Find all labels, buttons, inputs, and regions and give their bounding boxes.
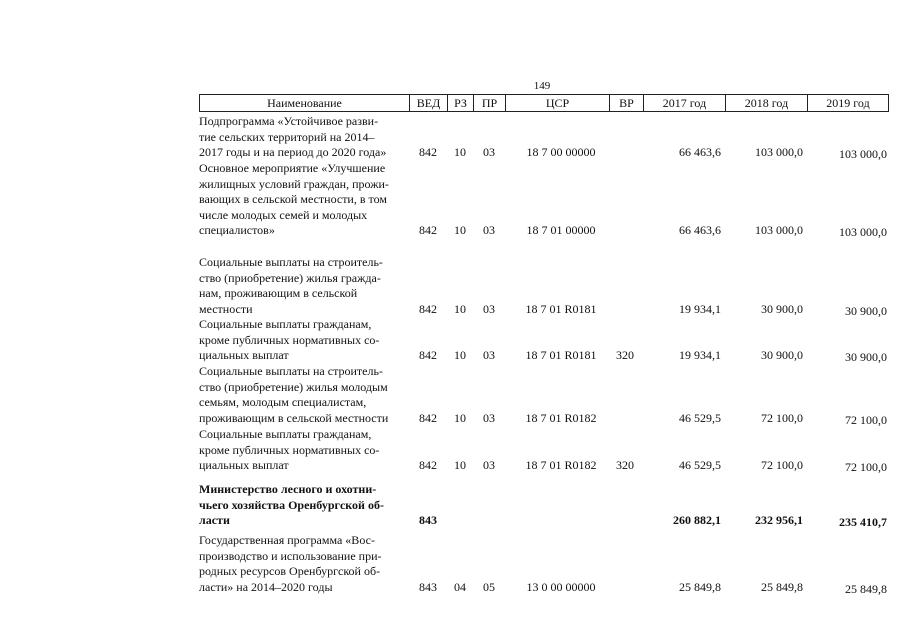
cell-pr: 03 (483, 458, 495, 473)
table-header (199, 94, 889, 112)
cell-csr: 18 7 01 R0181 (525, 301, 597, 316)
cell-2017: 19 934,1 (679, 301, 721, 316)
header-rz: РЗ (448, 95, 474, 111)
cell-2017: 66 463,6 (679, 223, 721, 238)
cell-ved: 842 (419, 223, 437, 238)
row-name: Подпрограмма «Устойчивое разви- тие сельских территорий на 2014– 2017 годы и на период до 2020 года» (199, 114, 387, 160)
cell-ved: 842 (419, 348, 437, 363)
header-csr: ЦСР (506, 95, 610, 111)
cell-vr: 320 (616, 458, 634, 473)
header-vr: ВР (610, 95, 644, 111)
cell-2017: 260 882,1 (673, 513, 721, 528)
header-ved: ВЕД (410, 95, 448, 111)
cell-2017: 66 463,6 (679, 145, 721, 160)
cell-pr: 03 (483, 410, 495, 425)
cell-rz: 10 (454, 145, 466, 160)
cell-2019: 72 100,0 (845, 412, 887, 427)
cell-2018: 103 000,0 (755, 223, 803, 238)
cell-ved: 842 (419, 410, 437, 425)
cell-2018: 72 100,0 (761, 410, 803, 425)
cell-csr: 18 7 01 R0182 (525, 410, 597, 425)
cell-2019: 30 900,0 (845, 303, 887, 318)
row-name: Социальные выплаты на строитель- ство (приобретение) жилья молодым семьям, молодым специалистам, проживающим в сельской местности (199, 364, 389, 425)
header-2018: 2018 год (726, 95, 808, 111)
cell-pr: 03 (483, 301, 495, 316)
cell-pr: 03 (483, 145, 495, 160)
cell-rz: 10 (454, 410, 466, 425)
cell-csr: 18 7 01 00000 (526, 223, 596, 238)
row-name: Социальные выплаты гражданам, кроме публичных нормативных со- циальных выплат (199, 317, 380, 363)
row-name: Социальные выплаты на строитель- ство (приобретение) жилья гражда- нам, проживающим в сельской местности (199, 255, 383, 316)
cell-2019: 30 900,0 (845, 350, 887, 365)
row-name: Основное мероприятие «Улучшение жилищных условий граждан, прожи- вающих в сельской местности, в том числе молодых семей и молодых специалистов» (199, 161, 389, 238)
page-number: 149 (533, 80, 551, 92)
row-name: Государственная программа «Вос- производство и использование при- родных ресурсов Оренбургской об- ласти» на 2014–2020 годы (199, 533, 382, 594)
cell-2017: 46 529,5 (679, 410, 721, 425)
cell-pr: 03 (483, 348, 495, 363)
cell-pr: 05 (483, 579, 495, 594)
row-name: Министерство лесного и охотни- чьего хозяйства Оренбургской об- ласти (199, 482, 384, 528)
cell-rz: 10 (454, 223, 466, 238)
cell-ved: 843 (419, 513, 437, 528)
cell-2017: 25 849,8 (679, 579, 721, 594)
cell-csr: 13 0 00 00000 (526, 579, 596, 594)
cell-rz: 04 (454, 579, 466, 594)
cell-ved: 842 (419, 458, 437, 473)
cell-rz: 10 (454, 348, 466, 363)
cell-2017: 46 529,5 (679, 458, 721, 473)
cell-2018: 72 100,0 (761, 458, 803, 473)
header-2017: 2017 год (644, 95, 726, 111)
cell-2018: 232 956,1 (755, 513, 803, 528)
cell-rz: 10 (454, 458, 466, 473)
header-name: Наименование (200, 95, 410, 111)
cell-2019: 103 000,0 (839, 147, 887, 162)
header-2019: 2019 год (826, 96, 870, 110)
cell-2018: 25 849,8 (761, 579, 803, 594)
cell-2019: 72 100,0 (845, 460, 887, 475)
cell-2019: 235 410,7 (839, 515, 887, 530)
cell-csr: 18 7 01 R0182 (525, 458, 597, 473)
cell-pr: 03 (483, 223, 495, 238)
cell-2019: 103 000,0 (839, 225, 887, 240)
cell-2019: 25 849,8 (845, 581, 887, 596)
cell-ved: 843 (419, 579, 437, 594)
cell-ved: 842 (419, 145, 437, 160)
cell-ved: 842 (419, 301, 437, 316)
cell-csr: 18 7 00 00000 (526, 145, 596, 160)
cell-csr: 18 7 01 R0181 (525, 348, 597, 363)
cell-2018: 30 900,0 (761, 348, 803, 363)
cell-2017: 19 934,1 (679, 348, 721, 363)
row-name: Социальные выплаты гражданам, кроме публичных нормативных со- циальных выплат (199, 427, 380, 473)
cell-2018: 30 900,0 (761, 301, 803, 316)
cell-2018: 103 000,0 (755, 145, 803, 160)
cell-vr: 320 (616, 348, 634, 363)
cell-rz: 10 (454, 301, 466, 316)
header-pr: ПР (474, 95, 506, 111)
